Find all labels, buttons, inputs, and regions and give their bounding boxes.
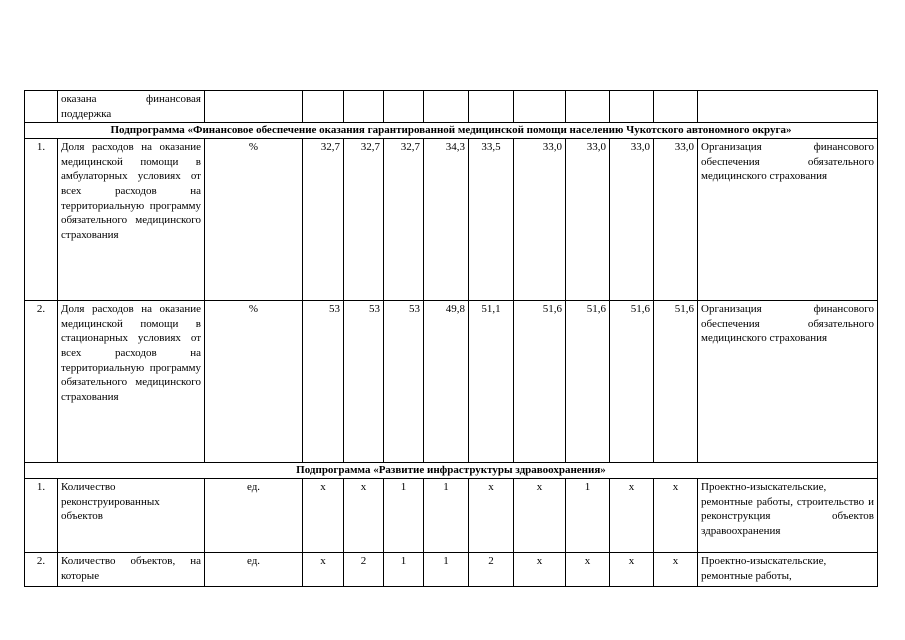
value-cell: x: [566, 553, 610, 587]
indicator-name: оказана финансовая поддержка: [58, 91, 205, 123]
subprogram-title: Подпрограмма «Развитие инфраструктуры здравоохранения»: [25, 463, 878, 479]
value-cell: x: [469, 479, 514, 553]
table-row: [25, 479, 878, 553]
value-cell: [344, 91, 384, 123]
subprogram-header-row: [25, 123, 878, 139]
row-number: [25, 91, 58, 123]
indicators-table: [24, 90, 878, 587]
value-cell: [424, 91, 469, 123]
unit-cell: %: [205, 139, 303, 301]
value-cell: [469, 91, 514, 123]
value-cell: 32,7: [303, 139, 344, 301]
value-cell: [514, 91, 566, 123]
value-cell: x: [514, 479, 566, 553]
value-cell: 32,7: [344, 139, 384, 301]
indicator-name: Доля расходов на оказание медицинской помощи в стационарных условиях от всех расходов на территориальную программу обязательного медицинского страхования: [58, 301, 205, 463]
executor-cell: Проектно-изыскательские, ремонтные работы, строительство и реконструкция объектов здравоохранения: [698, 479, 878, 553]
subprogram-header-row: [25, 463, 878, 479]
value-cell: 51,6: [654, 301, 698, 463]
unit-cell: ед.: [205, 553, 303, 587]
value-cell: x: [654, 553, 698, 587]
executor-cell: [698, 91, 878, 123]
value-cell: 1: [424, 479, 469, 553]
indicator-name: Количество реконструированных объектов: [58, 479, 205, 553]
value-cell: 53: [384, 301, 424, 463]
row-number: 2.: [25, 301, 58, 463]
executor-cell: Проектно-изыскательские, ремонтные работы,: [698, 553, 878, 587]
value-cell: 53: [344, 301, 384, 463]
value-cell: 53: [303, 301, 344, 463]
table-row: [25, 139, 878, 301]
value-cell: x: [303, 553, 344, 587]
value-cell: 33,0: [566, 139, 610, 301]
indicator-name: Количество объектов, на которые: [58, 553, 205, 587]
value-cell: 34,3: [424, 139, 469, 301]
table-row: [25, 91, 878, 123]
value-cell: [384, 91, 424, 123]
value-cell: 1: [424, 553, 469, 587]
value-cell: 1: [384, 553, 424, 587]
row-number: 2.: [25, 553, 58, 587]
value-cell: 2: [469, 553, 514, 587]
executor-cell: Организация финансового обеспечения обязательного медицинского страхования: [698, 139, 878, 301]
value-cell: 33,5: [469, 139, 514, 301]
value-cell: [610, 91, 654, 123]
value-cell: 2: [344, 553, 384, 587]
value-cell: x: [303, 479, 344, 553]
value-cell: [566, 91, 610, 123]
value-cell: 51,1: [469, 301, 514, 463]
value-cell: x: [344, 479, 384, 553]
value-cell: 1: [566, 479, 610, 553]
value-cell: x: [610, 553, 654, 587]
unit-cell: %: [205, 301, 303, 463]
unit-cell: ед.: [205, 479, 303, 553]
value-cell: 49,8: [424, 301, 469, 463]
row-number: 1.: [25, 479, 58, 553]
value-cell: [303, 91, 344, 123]
value-cell: 33,0: [610, 139, 654, 301]
value-cell: 51,6: [566, 301, 610, 463]
value-cell: x: [514, 553, 566, 587]
unit-cell: [205, 91, 303, 123]
table-row: [25, 301, 878, 463]
value-cell: x: [654, 479, 698, 553]
value-cell: 33,0: [514, 139, 566, 301]
value-cell: 32,7: [384, 139, 424, 301]
value-cell: 1: [384, 479, 424, 553]
value-cell: 33,0: [654, 139, 698, 301]
value-cell: x: [610, 479, 654, 553]
indicator-name: Доля расходов на оказание медицинской помощи в амбулаторных условиях от всех расходов на территориальную программу обязательного медицинского страхования: [58, 139, 205, 301]
value-cell: [654, 91, 698, 123]
executor-cell: Организация финансового обеспечения обязательного медицинского страхования: [698, 301, 878, 463]
subprogram-title: Подпрограмма «Финансовое обеспечение оказания гарантированной медицинской помощи населению Чукотского автономного округа»: [25, 123, 878, 139]
row-number: 1.: [25, 139, 58, 301]
table-row: [25, 553, 878, 587]
value-cell: 51,6: [610, 301, 654, 463]
value-cell: 51,6: [514, 301, 566, 463]
